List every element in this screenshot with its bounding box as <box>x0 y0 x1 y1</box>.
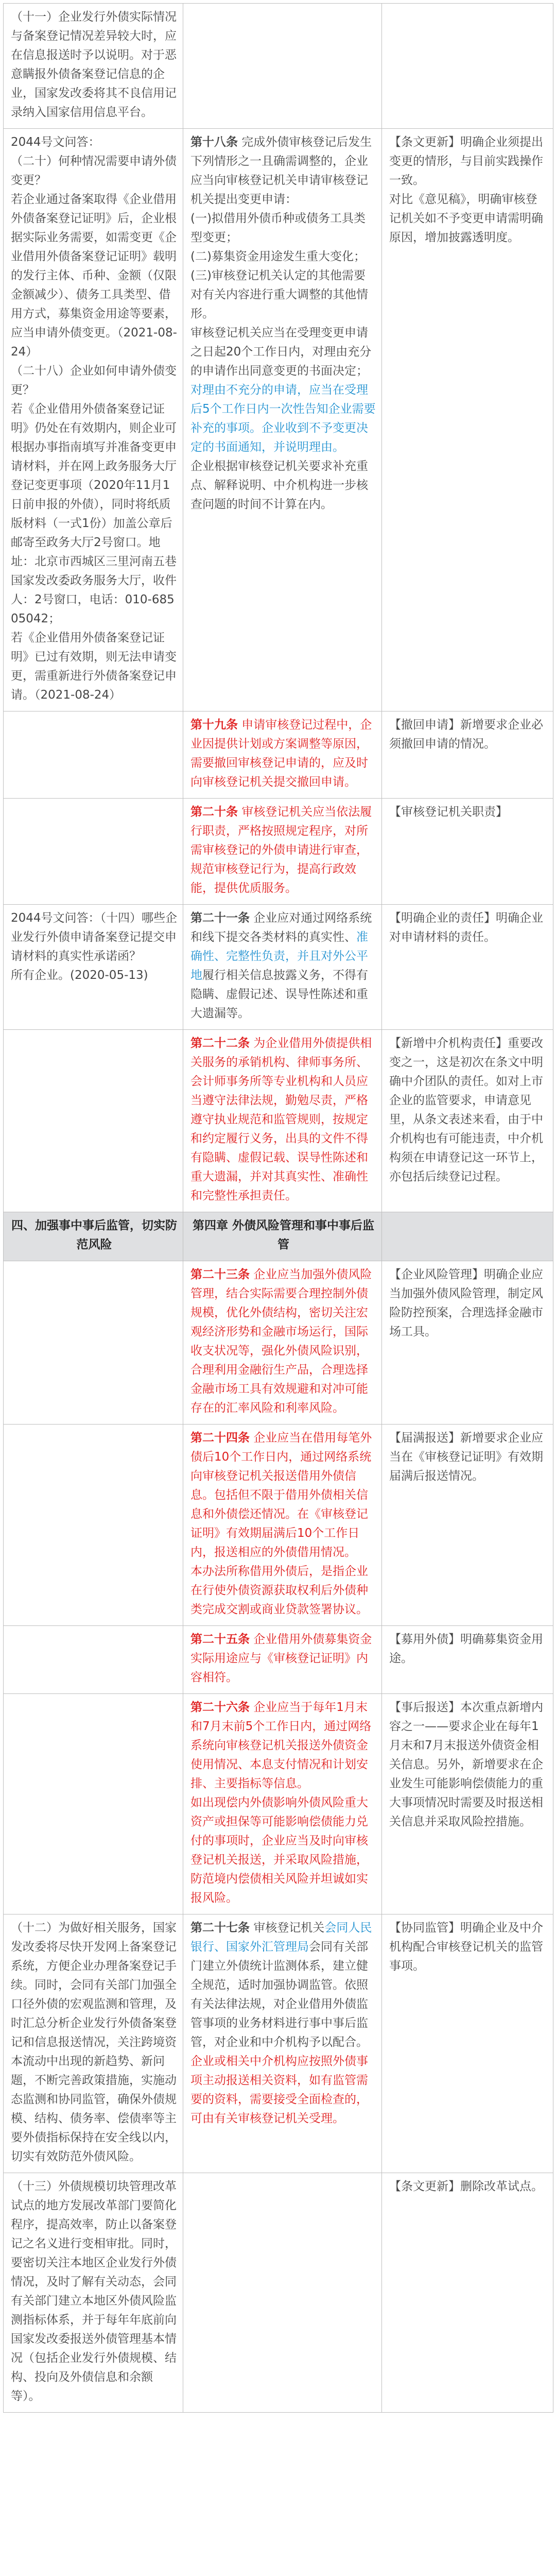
cell-mid <box>183 1212 382 1261</box>
cell-right <box>382 1694 553 1914</box>
paragraph: 第十九条 申请审核登记过程中，企业因提供计划或方案调整等原因，需要撤回审核登记申请的，应及时向审核登记机关提交撤回申请。 <box>190 718 372 789</box>
section-header-row <box>4 1212 553 1261</box>
cell-right <box>382 1626 553 1694</box>
paragraph: 【新增中介机构责任】重要改变之一，这是初次在条文中明确中介团队的责任。如对上市企业的监管要求，申请意见里，从条文表述来看，由于中介机构也有可能违责，中介机构须在申请登记这一环节上，亦包括后续登记过程。 <box>389 1037 543 1183</box>
cell-mid <box>183 1914 382 2173</box>
paragraph: (一)拟借用外债币种或债务工具类型变更； <box>190 212 366 244</box>
table-row <box>4 1030 553 1212</box>
cell-right <box>382 1914 553 2173</box>
cell-left <box>4 1914 183 2173</box>
table-row <box>4 4 553 129</box>
table-row <box>4 799 553 905</box>
cell-mid <box>183 129 382 711</box>
paragraph: 【明确企业的责任】明确企业对申请材料的责任。 <box>389 911 543 944</box>
cell-mid <box>183 1261 382 1425</box>
paragraph: 本办法所称借用外债后，是指企业在行使外债资源获取权利后外债种类完成交割或商业贷款签署协议。 <box>190 1565 368 1616</box>
table-row <box>4 1694 553 1914</box>
table-row <box>4 2173 553 2413</box>
paragraph: 【撤回申请】新增要求企业必须撤回申请的情况。 <box>389 718 543 751</box>
paragraph: 审核登记机关应当在受理变更申请之日起20个工作日内，对理由充分的申请作出同意变更的书面决定；对理由不充分的申请，应当在受理后5个工作日内一次性告知企业需要补充的事项。企业收到不予变更决定的书面通知，并说明理由。 <box>190 326 376 454</box>
paragraph: 【审核登记机关职责】 <box>389 805 508 819</box>
paragraph: 如出现偿内外债影响外债风险重大资产或担保等可能影响偿债能力兑付的事项时，企业应当及时向审核登记机关报送，并采取风险措施，防范境内偿债相关风险并坦诚如实报风险。 <box>190 1796 368 1905</box>
cell-left <box>4 1626 183 1694</box>
paragraph: 【条文更新】明确企业须提出变更的情形，与目前实践操作一致。 <box>389 135 543 187</box>
cell-mid <box>183 799 382 905</box>
paragraph: 第十八条 完成外债审核登记后发生下列情形之一且确需调整的，企业应当向审核登记机关申请审核登记机关提出变更申请： <box>190 135 372 206</box>
cell-mid <box>183 905 382 1030</box>
cell-left <box>4 905 183 1030</box>
paragraph: 2044号文问答： <box>11 135 100 149</box>
cell-right <box>382 1212 553 1261</box>
paragraph: （十三）外债规模切块管理改革试点的地方发展改革部门要简化程序，提高效率，防止以备案登记之名义进行变相审批。同时，要密切关注本地区企业发行外债情况，及时了解有关动态，会同有关部门建立本地区外债风险监测指标体系，并于每年年底前向国家发改委报送外债管理基本情况（包括企业发行外债规模、结构、投向及外债信息和余额等）。 <box>11 2180 177 2403</box>
cell-right <box>382 905 553 1030</box>
paragraph: 第二十二条 为企业借用外债提供相关服务的承销机构、律师事务所、会计师事务所等专业机构和人员应当遵守法律法规，勤勉尽责，严格遵守执业规范和监管规则，按规定和约定履行义务，出具的文件不得有隐瞒、虚假记载、误导性陈述和重大遗漏，并对其真实性、准确性和完整性承担责任。 <box>190 1037 372 1202</box>
cell-left <box>4 4 183 129</box>
cell-left <box>4 1212 183 1261</box>
paragraph: 若企业通过备案取得《企业借用外债备案登记证明》后，企业根据实际业务需要，如需变更《企业借用外债备案登记证明》载明的发行主体、币种、金额（仅限金额减少）、债务工具类型、借用方式，募集资金用途等要素，应当申请外债变更。（2021-08-24） <box>11 193 177 359</box>
cell-mid <box>183 4 382 129</box>
cell-mid <box>183 1030 382 1212</box>
cell-left <box>4 1425 183 1626</box>
cell-mid <box>183 1626 382 1694</box>
paragraph: 【募用外债】明确募集资金用途。 <box>389 1633 543 1665</box>
paragraph: （十一）企业发行外债实际情况与备案登记情况差异较大时，应在信息报送时予以说明。对于恶意瞒报外债备案登记信息的企业，国家发改委将其不良信用记录纳入国家信用信息平台。 <box>11 10 177 119</box>
paragraph: 企业根据审核登记机关要求补充重点、解释说明、中介机构进一步核查问题的时间不计算在内。 <box>190 460 368 511</box>
paragraph: 企业或相关中介机构应按照外债事项主动报送相关资料，如有监管需要的资料，需要接受全面检查的，可由有关审核登记机关受理。 <box>190 2055 368 2125</box>
cell-right <box>382 2173 553 2413</box>
table-row <box>4 1425 553 1626</box>
paragraph: 【企业风险管理】明确企业应当加强外债风险管理，制定风险防控预案，合理选择金融市场工具。 <box>389 1268 543 1338</box>
paragraph: 【条文更新】删除改革试点。 <box>389 2180 543 2193</box>
table-row <box>4 905 553 1030</box>
paragraph: 第四章 外债风险管理和事中事后监管 <box>192 1219 374 1251</box>
cell-left <box>4 129 183 711</box>
cell-mid <box>183 2173 382 2413</box>
paragraph: 第二十四条 企业应当在借用每笔外债后10个工作日内，通过网络系统向审核登记机关报送借用外债信息。包括但不限于借用外债相关信息和外债偿还情况。在《审核登记证明》有效期届满后10个工作日内，报送相应的外债借用情况。 <box>190 1431 372 1559</box>
cell-left <box>4 711 183 799</box>
paragraph: 【届满报送】新增要求企业应当在《审核登记证明》有效期届满后报送情况。 <box>389 1431 543 1483</box>
paragraph: 所有企业。(2020-05-13) <box>11 969 148 982</box>
cell-mid <box>183 1425 382 1626</box>
paragraph: (三)审核登记机关认定的其他需要对有关内容进行重大调整的其他情形。 <box>190 269 368 320</box>
table-row <box>4 1261 553 1425</box>
table-row <box>4 1914 553 2173</box>
table-row <box>4 711 553 799</box>
cell-left <box>4 1694 183 1914</box>
paragraph: 第二十六条 企业应当于每年1月末和7月末前5个工作日内，通过网络系统向审核登记机关报送外债资金使用情况、本息支付情况和计划安排、主要指标等信息。 <box>190 1701 372 1790</box>
cell-left <box>4 2173 183 2413</box>
paragraph: (二)募集资金用途发生重大变化； <box>190 250 366 263</box>
table-row <box>4 1626 553 1694</box>
paragraph: 【事后报送】本次重点新增内容之一——要求企业在每年1月末和7月末报送外债资金相关信息。另外，新增要求在企业发生可能影响偿债能力的重大事项情况时需要及时报送相关信息并采取风险控措施。 <box>389 1701 543 1828</box>
cell-right <box>382 4 553 129</box>
paragraph: （二十）何种情况需要申请外债变更？ <box>11 155 177 187</box>
comparison-table <box>3 3 553 2413</box>
paragraph: 若《企业借用外债备案登记证明》仍处在有效期内，则企业可根据办事指南填写并准备变更申请材料，并在网上政务服务大厅登记变更事项（2020年11月1日前申报的外债），同时将纸质版材料（一式1份）加盖公章后邮寄至政务大厅2号窗口。地址：北京市西城区三里河南五巷国家发改委政务服务大厅，收件人：2号窗口，电话：010-68505042； <box>11 402 177 625</box>
paragraph: 若《企业借用外债备案登记证明》已过有效期，则无法申请变更，需重新进行外债备案登记申请。（2021-08-24） <box>11 631 177 702</box>
cell-right <box>382 129 553 711</box>
cell-right <box>382 1425 553 1626</box>
paragraph: 第二十七条 审核登记机关会同人民银行、国家外汇管理局会同有关部门建立外债统计监测体系，建立健全规范，适时加强协调监管。依照有关法律法规，对企业借用外债监管事项的业务材料进行事中事后监管，对企业和中介机构予以配合。 <box>190 1921 372 2049</box>
cell-left <box>4 1261 183 1425</box>
paragraph: 第二十条 审核登记机关应当依法履行职责，严格按照规定程序，对所需审核登记的外债申请进行审查，规范审核登记行为，提高行政效能，提供优质服务。 <box>190 805 372 895</box>
paragraph: 对比《意见稿》，明确审核登记机关如不予变更申请需明确原因，增加披露透明度。 <box>389 193 543 244</box>
paragraph: 第二十五条 企业借用外债募集资金实际用途应与《审核登记证明》内容相符。 <box>190 1633 372 1684</box>
cell-mid <box>183 711 382 799</box>
cell-right <box>382 1261 553 1425</box>
paragraph: 【协同监管】明确企业及中介机构配合审核登记机关的监管事项。 <box>389 1921 543 1973</box>
cell-right <box>382 1030 553 1212</box>
cell-left <box>4 799 183 905</box>
paragraph: （十二）为做好相关服务，国家发改委将尽快开发网上备案登记系统，方便企业办理备案登记手续。同时，会同有关部门加强全口径外债的宏观监测和管理，及时汇总分析企业发行外债备案登记和信息报送情况，关注跨境资本流动中出现的新趋势、新问题，不断完善政策措施，实施动态监测和协同监管，确保外债规模、结构、债务率、偿债率等主要外债指标保持在安全线以内，切实有效防范外债风险。 <box>11 1921 177 2163</box>
cell-left <box>4 1030 183 1212</box>
cell-right <box>382 711 553 799</box>
cell-right <box>382 799 553 905</box>
paragraph: 2044号文问答：（十四）哪些企业发行外债申请备案登记提交申请材料的真实性承诺函？ <box>11 911 178 963</box>
paragraph: 第二十一条 企业应对通过网络系统和线下提交各类材料的真实性、准确性、完整性负责，并且对外公平地履行相关信息披露义务，不得有隐瞒、虚假记述、误导性陈述和重大遗漏等。 <box>190 911 372 1020</box>
cell-mid <box>183 1694 382 1914</box>
paragraph: （二十八）企业如何申请外债变更？ <box>11 364 177 397</box>
table-row <box>4 129 553 711</box>
paragraph: 第二十三条 企业应当加强外债风险管理，结合实际需要合理控制外债规模，优化外债结构，密切关注宏观经济形势和金融市场运行，国际收支状况等，强化外债风险识别，合理利用金融衍生产品，合理选择金融市场工具有效规避和对冲可能存在的汇率风险和利率风险。 <box>190 1268 372 1415</box>
paragraph: 四、加强事中事后监管，切实防范风险 <box>11 1219 177 1251</box>
